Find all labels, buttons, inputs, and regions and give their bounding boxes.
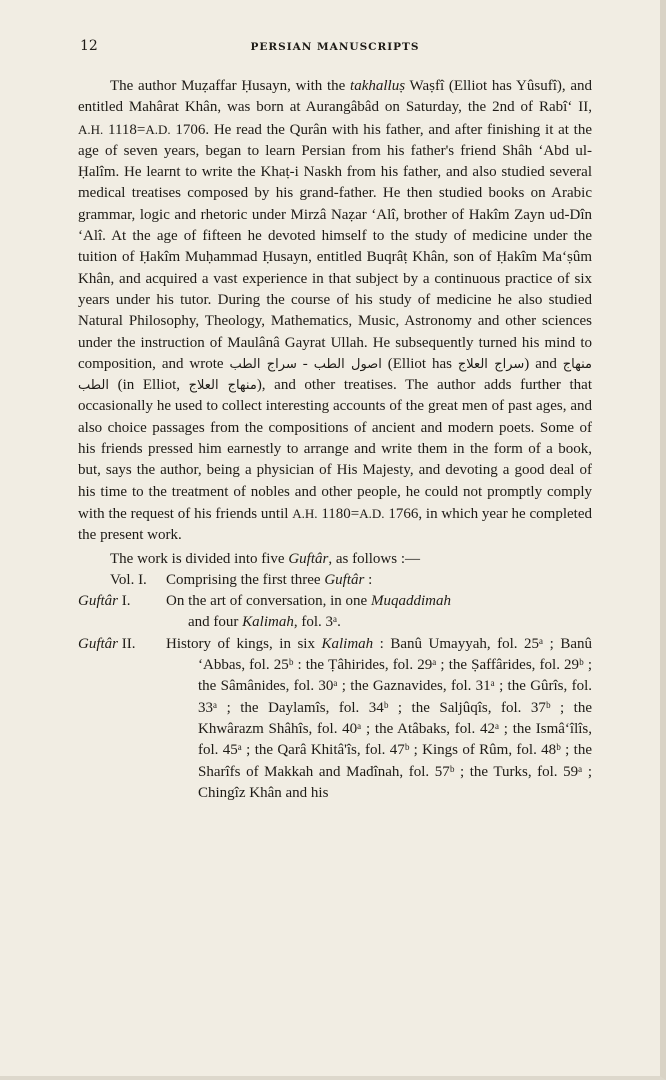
text-run: and four bbox=[188, 614, 243, 631]
era-abbrev: A.H. bbox=[78, 121, 104, 137]
arabic-title: سراج العلاج bbox=[457, 356, 525, 372]
text-run: History of kings, in six bbox=[166, 635, 322, 652]
italic-term: takhalluṣ bbox=[350, 78, 406, 94]
italic-term: Muqaddimah bbox=[370, 593, 451, 610]
italic-term: Guftâr bbox=[288, 550, 329, 567]
era-abbrev: A.D. bbox=[359, 505, 385, 521]
volume-row bbox=[78, 570, 592, 591]
text-run: The author Muẓaffar Ḥusayn, with the bbox=[110, 78, 351, 94]
text-run: On the art of conversation, in one bbox=[166, 593, 371, 610]
text-run: 1706. He read the Qurân with his father, and after finishing it at the age of seven years, began to learn Persian from his father's friend Shâh ‘Abd ul-Ḥalîm. He learnt to write the Khaṭ-i Naskh from his father, and also studied several medical treatises composed by his grand-father. He then studied books on Arabic grammar, logic and rhetoric under Mirzâ Naẓar ‘Alî, brother of Hakîm Zayn ud-Dîn ‘Alî. At the age of fifteen he devoted himself to the study of medicine under the tuition of Ḥakîm Muḥammad Ḥusayn, entitled Buqrâṭ Khân, son of Ḥakîm Ma‘ṣûm Khân, and acquired a vast experience in that subject by a continuous practice of six years under his tutor. During the course of his study of medicine he also studied Natural Philosophy, Theology, Mathematics, Music, Astronomy and other sciences under the instruction of Maulânâ Gayrat Ullah. He subsequently turned his mind to composition, and wrote bbox=[78, 121, 592, 372]
volume-label: Vol. I. bbox=[110, 571, 147, 588]
text-run: Comprising the first three bbox=[166, 571, 325, 588]
text-run: Waṣfî (Elliot has Yûsufî), and entitled Mahârat Khân, was born at Aurangâbâd on Saturday, the 2nd of Rabî‘ II, bbox=[78, 78, 592, 116]
guftar-2-row bbox=[78, 634, 592, 804]
text-run: , as follows :— bbox=[328, 550, 420, 567]
volume-description bbox=[166, 570, 592, 591]
text-run: 1180= bbox=[317, 505, 360, 522]
text-run: 1118= bbox=[103, 121, 146, 138]
arabic-title: منهاج الطب bbox=[78, 356, 593, 394]
text-run: The work is divided into five bbox=[110, 550, 289, 567]
text-run: 1766, in which year he completed the present work. bbox=[78, 505, 592, 544]
paragraph-division bbox=[78, 549, 592, 570]
italic-term: Kalimah bbox=[321, 635, 374, 652]
contents-outline bbox=[78, 570, 592, 804]
guftar-1-description bbox=[166, 591, 592, 634]
text-run: (Elliot has bbox=[381, 355, 458, 372]
text-run: - bbox=[296, 355, 314, 372]
paragraph-author-biography bbox=[78, 76, 592, 547]
page-header bbox=[80, 38, 590, 60]
text-run: , fol. 3ᵃ. bbox=[293, 614, 341, 631]
text-run: : bbox=[364, 571, 373, 588]
guftar-2-label bbox=[78, 634, 166, 804]
era-abbrev: A.D. bbox=[145, 121, 171, 137]
italic-term: Guftâr bbox=[78, 635, 119, 652]
text-run: II. bbox=[118, 635, 136, 652]
text-run: ), and other treatises. The author adds further that occasionally he used to collect interesting accounts of the great men of past ages, and also choice passages from the compositions of ancient and modern poets. Some of his friends pressed him earnestly to arrange and write them in the form of a book, but, says the author, being a physician of His Majesty, and devoting a good deal of his time to the treatment of nobles and other people, he could not promptly comply with the request of his friends until bbox=[78, 377, 592, 522]
page-body bbox=[78, 76, 592, 804]
text-run: : Banû Umayyah, fol. 25ᵃ ; Banû ‘Abbas, fol. 25ᵇ : the Ṭâhirides, fol. 29ᵃ ; the Ṣaffârides, fol. 29ᵇ ; the Sâmânides, fol. 30ᵃ ; the Gaznavides, fol. 31ᵃ ; the Gûrîs, fol. 33ᵃ ; the Daylamîs, fol. 34ᵇ ; the Saljûqîs, fol. 37ᵇ ; the Khwârazm Shâhîs, fol. 40ᵃ ; the Atâbaks, fol. 42ᵃ ; the Ismâ‘îlîs, fol. 45ᵃ ; the Qarâ Khitâ'îs, fol. 47ᵇ ; Kings of Rûm, fol. 48ᵇ ; the Sharîfs of Makkah and Madînah, fol. 57ᵇ ; the Turks, fol. 59ᵃ ; Chingîz Khân and his bbox=[198, 635, 592, 801]
italic-term: Guftâr bbox=[324, 571, 365, 588]
italic-term: Guftâr bbox=[78, 593, 119, 610]
arabic-title: منهاج العلاج bbox=[188, 378, 257, 394]
running-head: PERSIAN MANUSCRIPTS bbox=[250, 41, 420, 53]
arabic-title: سراج الطب bbox=[229, 356, 297, 372]
guftar-2-description bbox=[166, 634, 592, 804]
text-run: I. bbox=[118, 593, 131, 610]
text-run: ) and bbox=[524, 355, 563, 372]
guftar-1-label bbox=[78, 591, 166, 634]
guftar-1-row bbox=[78, 591, 592, 634]
arabic-title: اصول الطب bbox=[313, 356, 382, 372]
italic-term: Kalimah bbox=[242, 614, 294, 631]
page-number: 12 bbox=[80, 38, 98, 54]
era-abbrev: A.H. bbox=[292, 505, 318, 521]
text-run: (in Elliot, bbox=[109, 377, 189, 394]
